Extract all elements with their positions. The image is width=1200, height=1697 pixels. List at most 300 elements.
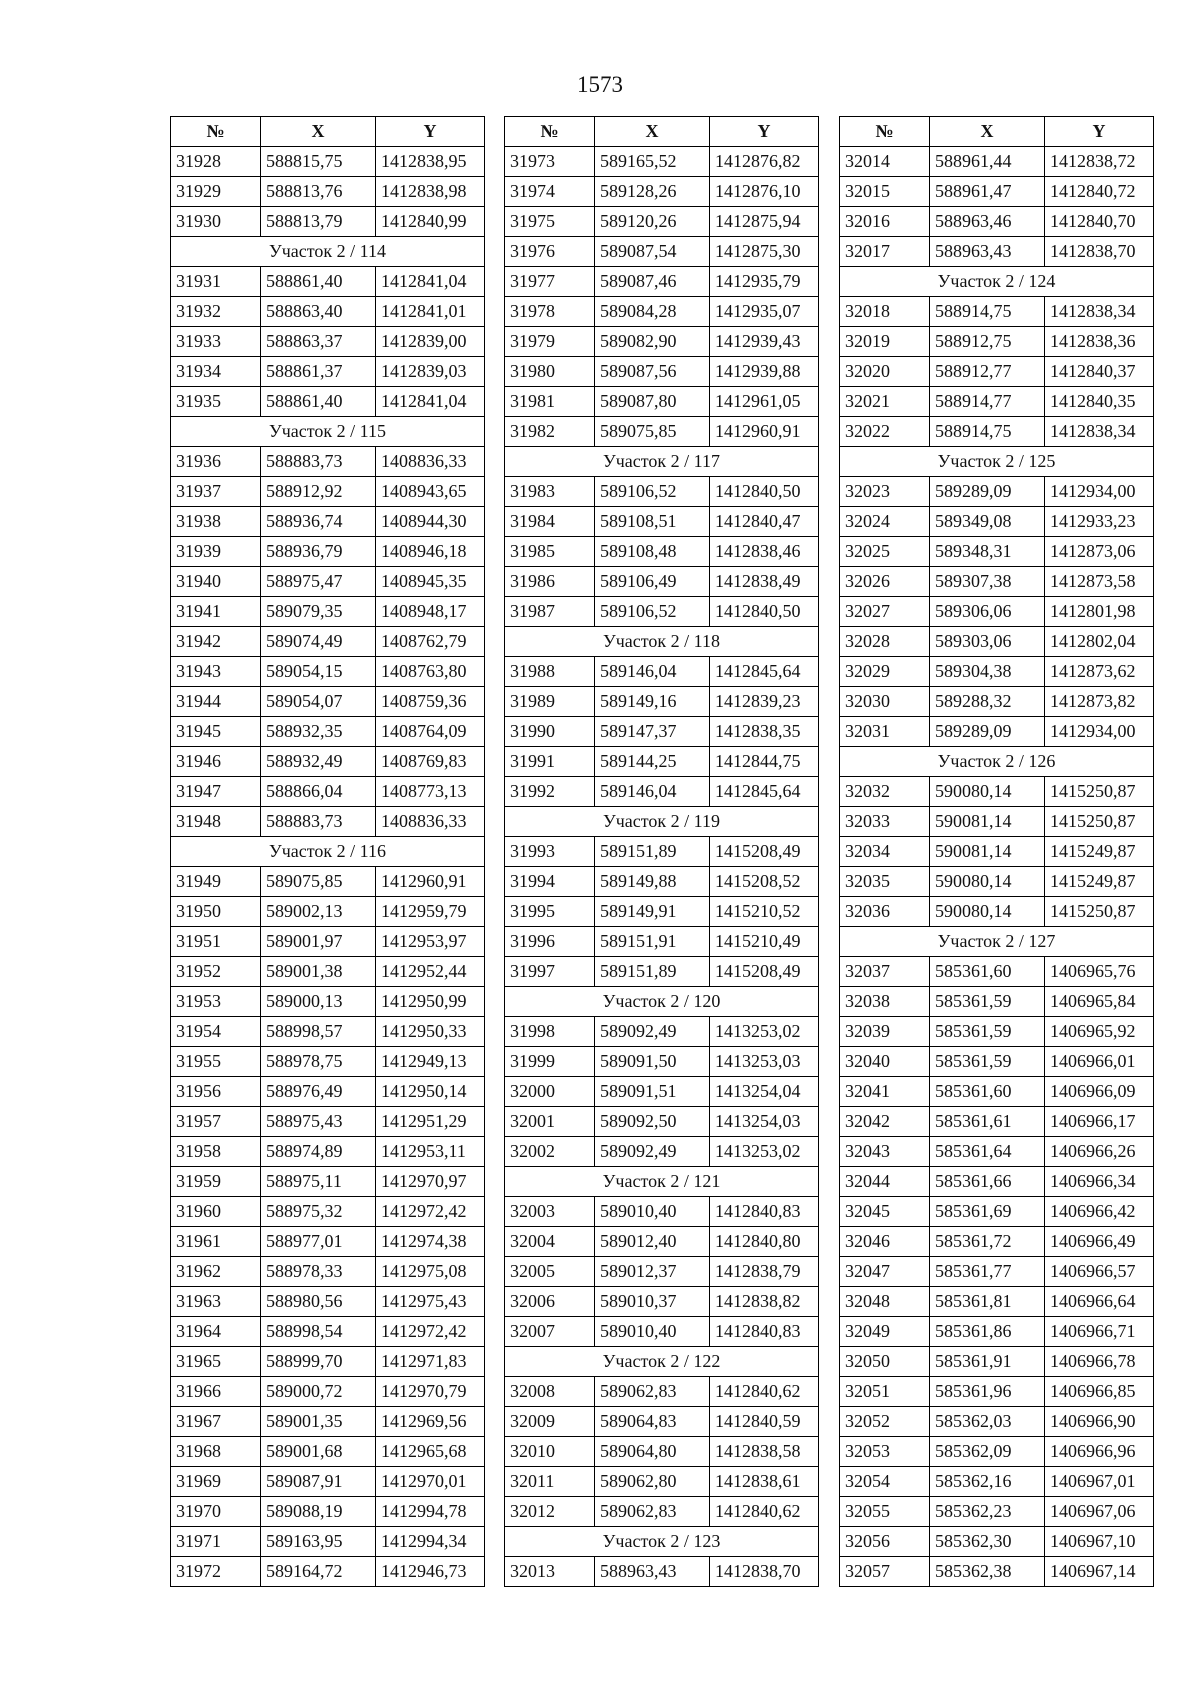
point-number-cell: 32047 (840, 1257, 930, 1287)
x-coordinate-cell: 588978,33 (261, 1257, 376, 1287)
x-coordinate-cell: 588975,43 (261, 1107, 376, 1137)
point-number-cell: 32027 (840, 597, 930, 627)
y-coordinate-cell: 1412801,98 (1045, 597, 1154, 627)
y-coordinate-cell: 1408948,17 (376, 597, 485, 627)
y-coordinate-cell: 1406965,84 (1045, 987, 1154, 1017)
section-row (171, 237, 485, 267)
table-row (840, 1377, 1154, 1407)
point-number-cell: 31973 (505, 147, 595, 177)
point-number-cell: 32057 (840, 1557, 930, 1587)
column-header-x: X (595, 117, 710, 147)
x-coordinate-cell: 588961,47 (930, 177, 1045, 207)
point-number-cell: 32003 (505, 1197, 595, 1227)
table-row (171, 987, 485, 1017)
y-coordinate-cell: 1412960,91 (376, 867, 485, 897)
x-coordinate-cell: 588813,76 (261, 177, 376, 207)
x-coordinate-cell: 589079,35 (261, 597, 376, 627)
point-number-cell: 32025 (840, 537, 930, 567)
x-coordinate-cell: 588975,11 (261, 1167, 376, 1197)
y-coordinate-cell: 1412838,70 (710, 1557, 819, 1587)
y-coordinate-cell: 1412838,34 (1045, 297, 1154, 327)
y-coordinate-cell: 1415250,87 (1045, 777, 1154, 807)
y-coordinate-cell: 1412950,14 (376, 1077, 485, 1107)
point-number-cell: 31970 (171, 1497, 261, 1527)
table-row (171, 297, 485, 327)
x-coordinate-cell: 589149,91 (595, 897, 710, 927)
y-coordinate-cell: 1412959,79 (376, 897, 485, 927)
x-coordinate-cell: 585362,03 (930, 1407, 1045, 1437)
y-coordinate-cell: 1412965,68 (376, 1437, 485, 1467)
x-coordinate-cell: 588978,75 (261, 1047, 376, 1077)
y-coordinate-cell: 1408769,83 (376, 747, 485, 777)
point-number-cell: 31946 (171, 747, 261, 777)
point-number-cell: 31967 (171, 1407, 261, 1437)
table-row (171, 1467, 485, 1497)
x-coordinate-cell: 589349,08 (930, 507, 1045, 537)
y-coordinate-cell: 1412933,23 (1045, 507, 1154, 537)
table-row (505, 507, 819, 537)
x-coordinate-cell: 589163,95 (261, 1527, 376, 1557)
y-coordinate-cell: 1413253,02 (710, 1017, 819, 1047)
y-coordinate-cell: 1415210,49 (710, 927, 819, 957)
x-coordinate-cell: 589306,06 (930, 597, 1045, 627)
point-number-cell: 32036 (840, 897, 930, 927)
table-row (171, 267, 485, 297)
x-coordinate-cell: 589001,35 (261, 1407, 376, 1437)
y-coordinate-cell: 1406966,49 (1045, 1227, 1154, 1257)
point-number-cell: 31983 (505, 477, 595, 507)
point-number-cell: 31996 (505, 927, 595, 957)
section-title: Участок 2 / 115 (171, 417, 485, 447)
y-coordinate-cell: 1412994,78 (376, 1497, 485, 1527)
coordinates-table-1 (170, 116, 485, 1587)
point-number-cell: 31981 (505, 387, 595, 417)
x-coordinate-cell: 585361,77 (930, 1257, 1045, 1287)
x-coordinate-cell: 585361,59 (930, 1017, 1045, 1047)
table-row (840, 1287, 1154, 1317)
point-number-cell: 31986 (505, 567, 595, 597)
point-number-cell: 32046 (840, 1227, 930, 1257)
point-number-cell: 32023 (840, 477, 930, 507)
table-row (505, 1227, 819, 1257)
point-number-cell: 31989 (505, 687, 595, 717)
point-number-cell: 31972 (171, 1557, 261, 1587)
y-coordinate-cell: 1412839,00 (376, 327, 485, 357)
table-row (840, 1077, 1154, 1107)
y-coordinate-cell: 1412840,50 (710, 597, 819, 627)
y-coordinate-cell: 1412840,59 (710, 1407, 819, 1437)
point-number-cell: 31932 (171, 297, 261, 327)
point-number-cell: 31990 (505, 717, 595, 747)
x-coordinate-cell: 585362,30 (930, 1527, 1045, 1557)
point-number-cell: 32034 (840, 837, 930, 867)
y-coordinate-cell: 1412972,42 (376, 1197, 485, 1227)
table-row (505, 837, 819, 867)
table-row (505, 177, 819, 207)
y-coordinate-cell: 1412934,00 (1045, 477, 1154, 507)
point-number-cell: 31999 (505, 1047, 595, 1077)
table-row (171, 147, 485, 177)
point-number-cell: 32044 (840, 1167, 930, 1197)
point-number-cell: 32030 (840, 687, 930, 717)
table-row (840, 1197, 1154, 1227)
y-coordinate-cell: 1412875,30 (710, 237, 819, 267)
x-coordinate-cell: 590081,14 (930, 837, 1045, 867)
table-row (505, 867, 819, 897)
x-coordinate-cell: 589108,51 (595, 507, 710, 537)
x-coordinate-cell: 589010,37 (595, 1287, 710, 1317)
table-row (505, 1377, 819, 1407)
x-coordinate-cell: 589062,83 (595, 1377, 710, 1407)
table-row (171, 927, 485, 957)
table-row (505, 327, 819, 357)
y-coordinate-cell: 1406967,06 (1045, 1497, 1154, 1527)
x-coordinate-cell: 589091,51 (595, 1077, 710, 1107)
x-coordinate-cell: 588815,75 (261, 147, 376, 177)
x-coordinate-cell: 588914,75 (930, 417, 1045, 447)
section-row (840, 927, 1154, 957)
table-row (505, 1047, 819, 1077)
y-coordinate-cell: 1412839,03 (376, 357, 485, 387)
x-coordinate-cell: 585361,59 (930, 987, 1045, 1017)
table-row (840, 1107, 1154, 1137)
point-number-cell: 32045 (840, 1197, 930, 1227)
x-coordinate-cell: 589165,52 (595, 147, 710, 177)
y-coordinate-cell: 1412838,58 (710, 1437, 819, 1467)
y-coordinate-cell: 1412841,04 (376, 387, 485, 417)
x-coordinate-cell: 589146,04 (595, 777, 710, 807)
point-number-cell: 31956 (171, 1077, 261, 1107)
y-coordinate-cell: 1412838,61 (710, 1467, 819, 1497)
y-coordinate-cell: 1412838,70 (1045, 237, 1154, 267)
y-coordinate-cell: 1413254,03 (710, 1107, 819, 1137)
section-title: Участок 2 / 118 (505, 627, 819, 657)
x-coordinate-cell: 588974,89 (261, 1137, 376, 1167)
y-coordinate-cell: 1412949,13 (376, 1047, 485, 1077)
x-coordinate-cell: 588999,70 (261, 1347, 376, 1377)
x-coordinate-cell: 588975,47 (261, 567, 376, 597)
point-number-cell: 32009 (505, 1407, 595, 1437)
table-row (505, 777, 819, 807)
table-row (505, 897, 819, 927)
section-row (505, 807, 819, 837)
x-coordinate-cell: 590080,14 (930, 867, 1045, 897)
y-coordinate-cell: 1408836,33 (376, 807, 485, 837)
x-coordinate-cell: 585361,91 (930, 1347, 1045, 1377)
point-number-cell: 32031 (840, 717, 930, 747)
table-row (840, 417, 1154, 447)
point-number-cell: 31978 (505, 297, 595, 327)
x-coordinate-cell: 588863,40 (261, 297, 376, 327)
table-row (505, 237, 819, 267)
table-row (840, 717, 1154, 747)
point-number-cell: 32035 (840, 867, 930, 897)
table-row (840, 987, 1154, 1017)
point-number-cell: 32049 (840, 1317, 930, 1347)
table-row (840, 1557, 1154, 1587)
table-row (171, 477, 485, 507)
point-number-cell: 32010 (505, 1437, 595, 1467)
x-coordinate-cell: 589092,50 (595, 1107, 710, 1137)
point-number-cell: 32019 (840, 327, 930, 357)
table-row (171, 1527, 485, 1557)
y-coordinate-cell: 1412970,97 (376, 1167, 485, 1197)
point-number-cell: 31965 (171, 1347, 261, 1377)
table-row (840, 1017, 1154, 1047)
y-coordinate-cell: 1412952,44 (376, 957, 485, 987)
table-row (505, 387, 819, 417)
x-coordinate-cell: 589075,85 (595, 417, 710, 447)
y-coordinate-cell: 1406966,78 (1045, 1347, 1154, 1377)
y-coordinate-cell: 1408764,09 (376, 717, 485, 747)
y-coordinate-cell: 1412935,79 (710, 267, 819, 297)
table-row (840, 897, 1154, 927)
y-coordinate-cell: 1412939,88 (710, 357, 819, 387)
section-row (171, 417, 485, 447)
y-coordinate-cell: 1412934,00 (1045, 717, 1154, 747)
y-coordinate-cell: 1406966,17 (1045, 1107, 1154, 1137)
y-coordinate-cell: 1406966,01 (1045, 1047, 1154, 1077)
x-coordinate-cell: 588980,56 (261, 1287, 376, 1317)
y-coordinate-cell: 1412840,83 (710, 1197, 819, 1227)
column-header-number: № (840, 117, 930, 147)
table-row (840, 387, 1154, 417)
y-coordinate-cell: 1412838,72 (1045, 147, 1154, 177)
x-coordinate-cell: 588912,92 (261, 477, 376, 507)
table-row (171, 627, 485, 657)
point-number-cell: 32026 (840, 567, 930, 597)
point-number-cell: 31928 (171, 147, 261, 177)
point-number-cell: 31947 (171, 777, 261, 807)
section-row (505, 987, 819, 1017)
y-coordinate-cell: 1412845,64 (710, 657, 819, 687)
section-row (840, 447, 1154, 477)
y-coordinate-cell: 1406966,85 (1045, 1377, 1154, 1407)
x-coordinate-cell: 588883,73 (261, 807, 376, 837)
y-coordinate-cell: 1412838,36 (1045, 327, 1154, 357)
point-number-cell: 31977 (505, 267, 595, 297)
y-coordinate-cell: 1412950,99 (376, 987, 485, 1017)
table-row (840, 1167, 1154, 1197)
x-coordinate-cell: 590080,14 (930, 777, 1045, 807)
y-coordinate-cell: 1406966,42 (1045, 1197, 1154, 1227)
section-title: Участок 2 / 116 (171, 837, 485, 867)
point-number-cell: 32014 (840, 147, 930, 177)
table-row (505, 957, 819, 987)
point-number-cell: 32048 (840, 1287, 930, 1317)
table-row (505, 687, 819, 717)
x-coordinate-cell: 588813,79 (261, 207, 376, 237)
table-row (505, 1317, 819, 1347)
y-coordinate-cell: 1412876,82 (710, 147, 819, 177)
table-row (840, 477, 1154, 507)
x-coordinate-cell: 589144,25 (595, 747, 710, 777)
table-row (840, 207, 1154, 237)
table-row (840, 567, 1154, 597)
x-coordinate-cell: 589001,38 (261, 957, 376, 987)
table-row (840, 147, 1154, 177)
point-number-cell: 31979 (505, 327, 595, 357)
table-row (840, 777, 1154, 807)
column-header-x: X (930, 117, 1045, 147)
table-row (171, 1407, 485, 1437)
point-number-cell: 31984 (505, 507, 595, 537)
x-coordinate-cell: 588975,32 (261, 1197, 376, 1227)
x-coordinate-cell: 588861,40 (261, 387, 376, 417)
y-coordinate-cell: 1413253,03 (710, 1047, 819, 1077)
table-row (171, 957, 485, 987)
y-coordinate-cell: 1415208,49 (710, 957, 819, 987)
y-coordinate-cell: 1406967,10 (1045, 1527, 1154, 1557)
x-coordinate-cell: 588866,04 (261, 777, 376, 807)
x-coordinate-cell: 589064,83 (595, 1407, 710, 1437)
y-coordinate-cell: 1412838,35 (710, 717, 819, 747)
y-coordinate-cell: 1412838,79 (710, 1257, 819, 1287)
x-coordinate-cell: 589151,89 (595, 837, 710, 867)
y-coordinate-cell: 1412840,83 (710, 1317, 819, 1347)
table-row (840, 1527, 1154, 1557)
point-number-cell: 32011 (505, 1467, 595, 1497)
point-number-cell: 31974 (505, 177, 595, 207)
point-number-cell: 32040 (840, 1047, 930, 1077)
section-row (505, 1167, 819, 1197)
x-coordinate-cell: 590080,14 (930, 897, 1045, 927)
y-coordinate-cell: 1412840,50 (710, 477, 819, 507)
x-coordinate-cell: 589075,85 (261, 867, 376, 897)
point-number-cell: 32022 (840, 417, 930, 447)
y-coordinate-cell: 1413254,04 (710, 1077, 819, 1107)
table-row (505, 537, 819, 567)
table-row (171, 807, 485, 837)
x-coordinate-cell: 589062,80 (595, 1467, 710, 1497)
y-coordinate-cell: 1412960,91 (710, 417, 819, 447)
table-row (840, 807, 1154, 837)
point-number-cell: 31959 (171, 1167, 261, 1197)
x-coordinate-cell: 585362,23 (930, 1497, 1045, 1527)
y-coordinate-cell: 1412873,58 (1045, 567, 1154, 597)
table-row (840, 1257, 1154, 1287)
section-row (840, 267, 1154, 297)
table-row (505, 657, 819, 687)
point-number-cell: 31952 (171, 957, 261, 987)
table-row (840, 177, 1154, 207)
y-coordinate-cell: 1412875,94 (710, 207, 819, 237)
y-coordinate-cell: 1412953,11 (376, 1137, 485, 1167)
y-coordinate-cell: 1406966,90 (1045, 1407, 1154, 1437)
x-coordinate-cell: 589289,09 (930, 717, 1045, 747)
y-coordinate-cell: 1408946,18 (376, 537, 485, 567)
table-row (840, 597, 1154, 627)
point-number-cell: 31964 (171, 1317, 261, 1347)
y-coordinate-cell: 1412841,04 (376, 267, 485, 297)
y-coordinate-cell: 1412935,07 (710, 297, 819, 327)
y-coordinate-cell: 1415210,52 (710, 897, 819, 927)
point-number-cell: 31976 (505, 237, 595, 267)
x-coordinate-cell: 589062,83 (595, 1497, 710, 1527)
point-number-cell: 31942 (171, 627, 261, 657)
point-number-cell: 32000 (505, 1077, 595, 1107)
table-row (171, 1257, 485, 1287)
x-coordinate-cell: 589001,97 (261, 927, 376, 957)
point-number-cell: 31949 (171, 867, 261, 897)
point-number-cell: 32005 (505, 1257, 595, 1287)
table-row (171, 657, 485, 687)
y-coordinate-cell: 1412939,43 (710, 327, 819, 357)
point-number-cell: 32038 (840, 987, 930, 1017)
x-coordinate-cell: 588977,01 (261, 1227, 376, 1257)
y-coordinate-cell: 1406966,57 (1045, 1257, 1154, 1287)
point-number-cell: 31945 (171, 717, 261, 747)
point-number-cell: 32020 (840, 357, 930, 387)
section-title: Участок 2 / 117 (505, 447, 819, 477)
point-number-cell: 31962 (171, 1257, 261, 1287)
table-row (505, 1437, 819, 1467)
table-row (171, 1137, 485, 1167)
table-row (171, 1347, 485, 1377)
point-number-cell: 32033 (840, 807, 930, 837)
y-coordinate-cell: 1415249,87 (1045, 867, 1154, 897)
point-number-cell: 32053 (840, 1437, 930, 1467)
section-title: Участок 2 / 121 (505, 1167, 819, 1197)
x-coordinate-cell: 589106,49 (595, 567, 710, 597)
y-coordinate-cell: 1412994,34 (376, 1527, 485, 1557)
x-coordinate-cell: 588998,57 (261, 1017, 376, 1047)
table-row (505, 597, 819, 627)
section-title: Участок 2 / 124 (840, 267, 1154, 297)
y-coordinate-cell: 1412840,37 (1045, 357, 1154, 387)
y-coordinate-cell: 1412953,97 (376, 927, 485, 957)
x-coordinate-cell: 589304,38 (930, 657, 1045, 687)
table-row (171, 897, 485, 927)
x-coordinate-cell: 589000,13 (261, 987, 376, 1017)
table-row (840, 957, 1154, 987)
y-coordinate-cell: 1412969,56 (376, 1407, 485, 1437)
y-coordinate-cell: 1406966,26 (1045, 1137, 1154, 1167)
table-row (171, 1077, 485, 1107)
y-coordinate-cell: 1412840,62 (710, 1377, 819, 1407)
point-number-cell: 31993 (505, 837, 595, 867)
table-row (840, 1497, 1154, 1527)
x-coordinate-cell: 585362,09 (930, 1437, 1045, 1467)
table-row (171, 867, 485, 897)
coordinates-table-2 (504, 116, 819, 1587)
table-row (840, 657, 1154, 687)
point-number-cell: 31954 (171, 1017, 261, 1047)
table-row (505, 1137, 819, 1167)
point-number-cell: 32001 (505, 1107, 595, 1137)
point-number-cell: 31994 (505, 867, 595, 897)
x-coordinate-cell: 589010,40 (595, 1197, 710, 1227)
point-number-cell: 32017 (840, 237, 930, 267)
x-coordinate-cell: 589082,90 (595, 327, 710, 357)
point-number-cell: 31969 (171, 1467, 261, 1497)
y-coordinate-cell: 1412838,46 (710, 537, 819, 567)
y-coordinate-cell: 1412838,34 (1045, 417, 1154, 447)
x-coordinate-cell: 588998,54 (261, 1317, 376, 1347)
point-number-cell: 31980 (505, 357, 595, 387)
table-row (840, 837, 1154, 867)
page-number: 1573 (577, 72, 623, 97)
y-coordinate-cell: 1415250,87 (1045, 897, 1154, 927)
section-title: Участок 2 / 120 (505, 987, 819, 1017)
table-row (171, 357, 485, 387)
x-coordinate-cell: 588963,46 (930, 207, 1045, 237)
x-coordinate-cell: 589128,26 (595, 177, 710, 207)
section-row (505, 447, 819, 477)
point-number-cell: 31937 (171, 477, 261, 507)
x-coordinate-cell: 588936,74 (261, 507, 376, 537)
column-header-y: Y (376, 117, 485, 147)
